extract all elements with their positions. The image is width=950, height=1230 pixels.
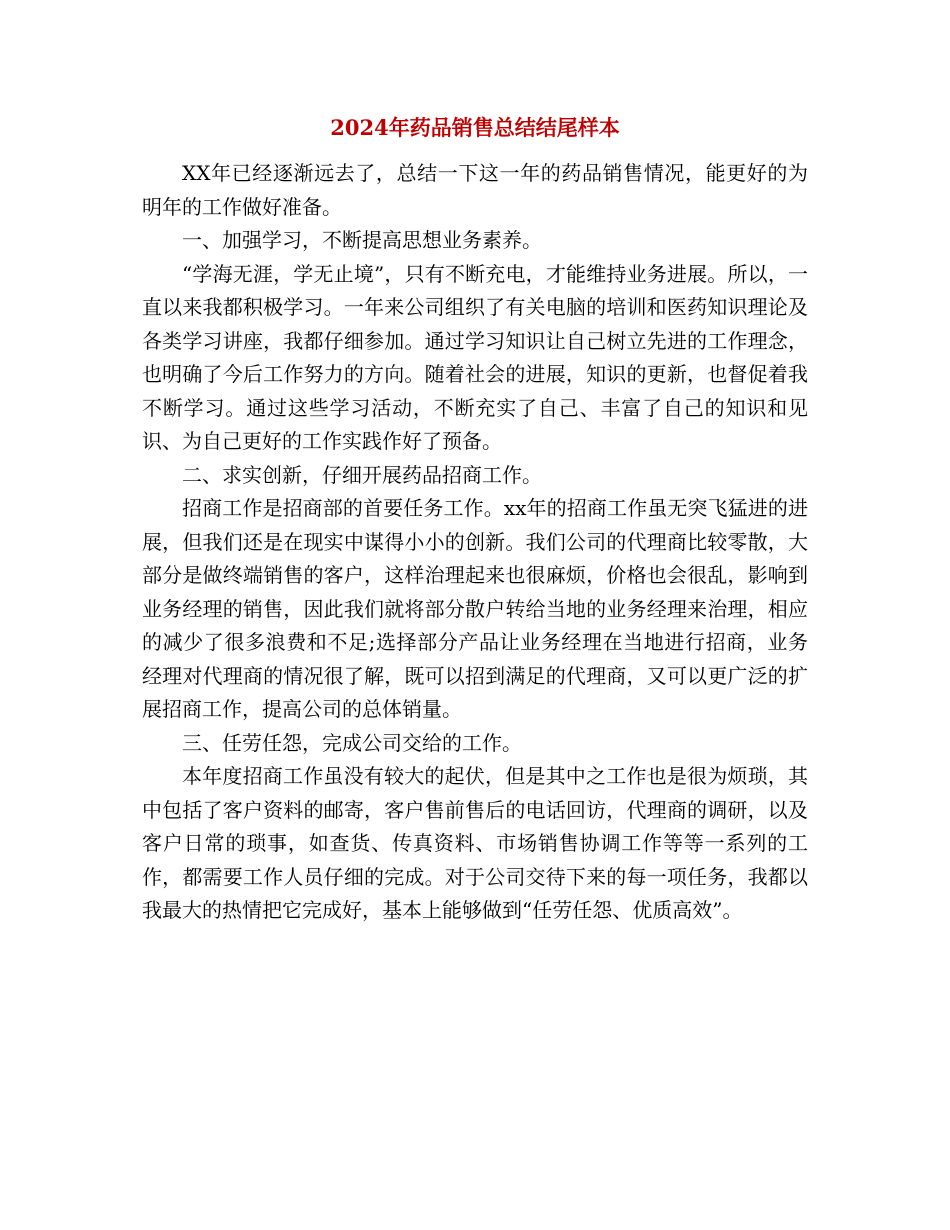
paragraph-learning: “学海无涯，学无止境”，只有不断充电，才能维持业务进展。所以，一直以来我都积极学习。一年来公司组织了有关电脑的培训和医药知识理论及各类学习讲座，我都仔细参加。通过学习知识让自己树立先进的工作理念，也明确了今后工作努力的方向。随着社会的进展，知识的更新，也督促着我不断学习。通过这些学习活动，不断充实了自己、丰富了自己的知识和见识、为自己更好的工作实践作好了预备。 [142,261,808,453]
paragraph-intro: XX年已经逐渐远去了，总结一下这一年的药品销售情况，能更好的为明年的工作做好准备。 [142,161,808,219]
section-heading-2: 二、求实创新，仔细开展药品招商工作。 [182,462,542,487]
paragraph-tasks: 本年度招商工作虽没有较大的起伏，但是其中之工作也是很为烦琐，其中包括了客户资料的邮寄，客户售前售后的电话回访，代理商的调研，以及客户日常的琐事，如查货、传真资料、市场销售协调工作等等一系列的工作，都需要工作人员仔细的完成。对于公司交待下来的每一项任务，我都以我最大的热情把它完成好，基本上能够做到“任劳任怨、优质高效”。 [142,764,808,922]
section-heading-1: 一、加强学习，不断提高思想业务素养。 [182,228,542,252]
section-heading-3: 三、任劳任怨，完成公司交给的工作。 [182,730,522,755]
document-body [142,157,808,928]
document-title: 2024年药品销售总结结尾样本 [330,115,620,140]
paragraph-investment: 招商工作是招商部的首要任务工作。xx年的招商工作虽无突飞猛进的进展，但我们还是在现实中谋得小小的创新。我们公司的代理商比较零散，大部分是做终端销售的客户，这样治理起来也很麻烦，价格也会很乱，影响到业务经理的销售，因此我们就将部分散户转给当地的业务经理来治理，相应的减少了很多浪费和不足;选择部分产品让业务经理在当地进行招商，业务经理对代理商的情况很了解，既可以招到满足的代理商，又可以更广泛的扩展招商工作，提高公司的总体销量。 [142,496,808,721]
